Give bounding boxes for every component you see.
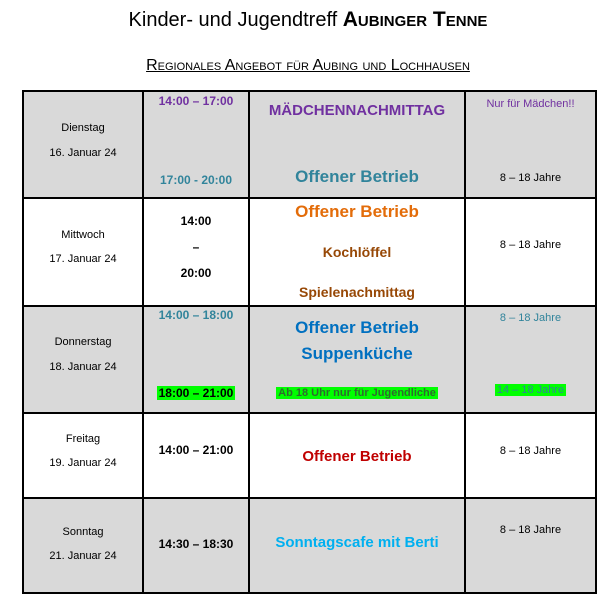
age-range: 8 – 18 Jahre: [499, 239, 562, 251]
day-date: 18. Januar 24: [49, 361, 117, 373]
day-name: Sonntag: [62, 526, 104, 538]
time-end: 20:00: [180, 266, 212, 280]
day-name: Mittwoch: [61, 229, 105, 241]
table-row-freitag: [23, 413, 596, 498]
time-start: 14:00: [180, 214, 212, 228]
program-cell: [249, 91, 465, 198]
day-cell: [23, 413, 143, 498]
age-range: 8 – 18 Jahre: [499, 445, 562, 457]
age-range: 14 – 18 Jahre: [496, 384, 565, 396]
time-cell: [143, 91, 249, 198]
program-title: MÄDCHENNACHMITTAG: [268, 102, 446, 119]
program-cell: [249, 198, 465, 306]
program-cell: [249, 306, 465, 413]
program-note: Ab 18 Uhr nur für Jugendliche: [278, 387, 436, 399]
day-name: Donnerstag: [54, 336, 112, 348]
program-title: Suppenküche: [301, 344, 413, 363]
page-subtitle: Regionales Angebot für Aubing und Lochhausen: [146, 57, 470, 74]
table-row-donnerstag: [23, 306, 596, 413]
program-title: Offener Betrieb: [295, 202, 419, 221]
time-slot: 17:00 - 20:00: [159, 173, 233, 187]
day-date: 17. Januar 24: [49, 253, 117, 265]
day-date: 21. Januar 24: [49, 550, 117, 562]
day-cell: [23, 498, 143, 593]
day-name: Freitag: [65, 433, 101, 445]
table-row-mittwoch: [23, 198, 596, 306]
time-cell: [143, 498, 249, 593]
age-range: 8 – 18 Jahre: [499, 524, 562, 536]
age-cell: [465, 198, 596, 306]
day-cell: [23, 91, 143, 198]
time-slot: 14:00 – 18:00: [158, 308, 234, 322]
day-cell: [23, 198, 143, 306]
page-title: [0, 8, 616, 32]
time-cell: [143, 413, 249, 498]
time-cell: [143, 306, 249, 413]
schedule-table: [22, 90, 597, 594]
program-title: Offener Betrieb: [295, 318, 419, 337]
program-title: Spielenachmittag: [299, 284, 415, 300]
day-name: Dienstag: [61, 122, 105, 134]
time-slot: 18:00 – 21:00: [158, 386, 234, 400]
age-range: 8 – 18 Jahre: [499, 172, 562, 184]
program-title: Kochlöffel: [322, 244, 392, 260]
title-prefix: Kinder- und Jugendtreff: [128, 9, 338, 31]
day-date: 19. Januar 24: [49, 457, 117, 469]
program-cell: [249, 498, 465, 593]
table-row-sonntag: [23, 498, 596, 593]
program-title: Offener Betrieb: [295, 167, 419, 186]
program-cell: [249, 413, 465, 498]
time-slot: 14:00 – 17:00: [158, 94, 234, 108]
day-cell: [23, 306, 143, 413]
time-slot: 14:30 – 18:30: [158, 537, 234, 551]
time-cell: [143, 198, 249, 306]
age-note: Nur für Mädchen!!: [486, 98, 575, 110]
time-dash: –: [192, 240, 200, 254]
age-cell: [465, 91, 596, 198]
day-date: 16. Januar 24: [49, 147, 117, 159]
title-name: Aubinger Tenne: [342, 8, 488, 31]
age-cell: [465, 413, 596, 498]
time-slot: 14:00 – 21:00: [158, 443, 234, 457]
table-row-dienstag: [23, 91, 596, 198]
program-title: Offener Betrieb: [302, 448, 412, 465]
age-cell: [465, 306, 596, 413]
program-title: Sonntagscafe mit Berti: [275, 534, 439, 551]
age-cell: [465, 498, 596, 593]
age-range: 8 – 18 Jahre: [499, 312, 562, 324]
